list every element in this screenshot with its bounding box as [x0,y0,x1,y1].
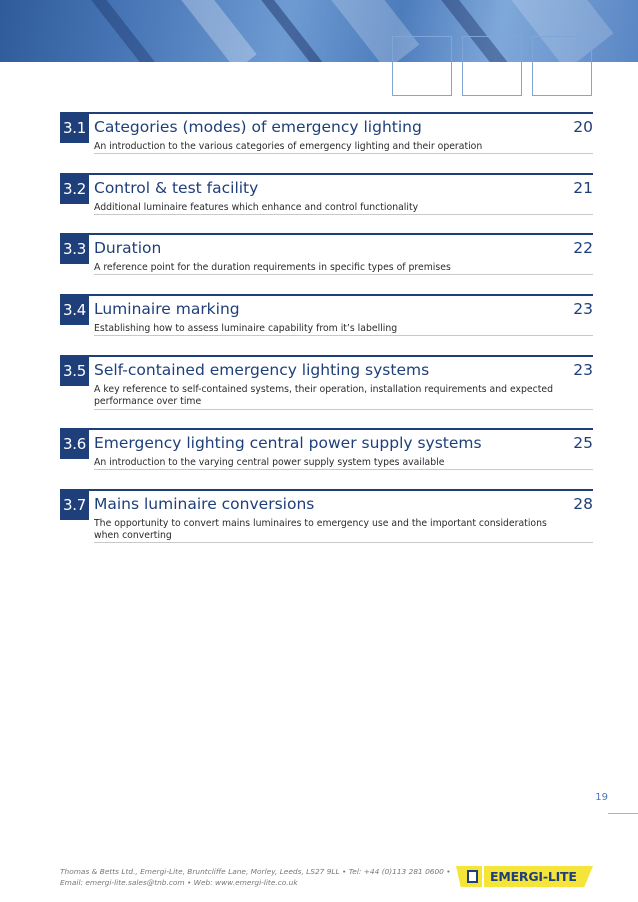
section-description: A key reference to self-contained systems, their operation, installation requirements and expected performance over time [94,384,554,407]
section-description: Additional luminaire features which enhance and control functionality [94,202,419,213]
section-description: A reference point for the duration requirements in specific types of premises [94,262,451,273]
section-number: 3.2 [60,175,89,204]
section-page-number[interactable]: 23 [573,361,593,379]
toc-underline [94,469,593,470]
page-number: 19 [595,792,608,803]
toc-underline [94,214,593,215]
toc-underline [94,335,593,336]
section-page-number[interactable]: 25 [573,434,593,452]
section-title[interactable]: Emergency lighting central power supply systems [94,434,482,452]
toc-underline [94,542,593,543]
footer-contact [60,866,451,888]
section-number: 3.5 [60,357,89,386]
section-description: An introduction to the varying central power supply system types available [94,457,445,468]
footer-web-line: Email: emergi-lite.sales@tnb.com • Web: www.emergi-lite.co.uk [60,878,298,887]
header-decorative-box [532,36,592,96]
section-page-number[interactable]: 22 [573,239,593,257]
page-number-rule [608,813,638,814]
section-number: 3.7 [60,491,89,520]
section-description: Establishing how to assess luminaire capability from it’s labelling [94,323,398,334]
toc-divider [60,428,593,430]
logo-wordmark: EMERGI-LITE [490,869,577,884]
section-title[interactable]: Categories (modes) of emergency lighting [94,118,422,136]
section-title[interactable]: Duration [94,239,162,257]
section-number: 3.6 [60,430,89,459]
section-description: The opportunity to convert mains luminaires to emergency use and the important considerations when converting [94,518,547,541]
toc-underline [94,409,593,410]
toc-underline [94,274,593,275]
footer-address-line: Thomas & Betts Ltd., Emergi-Lite, Bruntcliffe Lane, Morley, Leeds, LS27 9LL • Tel: +44 (0)113 281 0600 • [60,867,451,876]
toc-divider [60,112,593,114]
section-title[interactable]: Self-contained emergency lighting systems [94,361,430,379]
toc-underline [94,153,593,154]
header-decorative-box [462,36,522,96]
toc-divider [60,173,593,175]
logo-mark-icon [456,866,482,887]
section-number: 3.3 [60,235,89,264]
section-title[interactable]: Control & test facility [94,179,259,197]
emergi-lite-logo [456,866,593,887]
header-decorative-box [392,36,452,96]
toc-divider [60,489,593,491]
section-page-number[interactable]: 20 [573,118,593,136]
section-title[interactable]: Mains luminaire conversions [94,495,315,513]
section-description: An introduction to the various categories of emergency lighting and their operation [94,141,483,152]
toc-divider [60,355,593,357]
section-number: 3.4 [60,296,89,325]
toc-divider [60,294,593,296]
section-title[interactable]: Luminaire marking [94,300,240,318]
section-page-number[interactable]: 23 [573,300,593,318]
section-number: 3.1 [60,114,89,143]
section-page-number[interactable]: 28 [573,495,593,513]
toc-divider [60,233,593,235]
section-page-number[interactable]: 21 [573,179,593,197]
